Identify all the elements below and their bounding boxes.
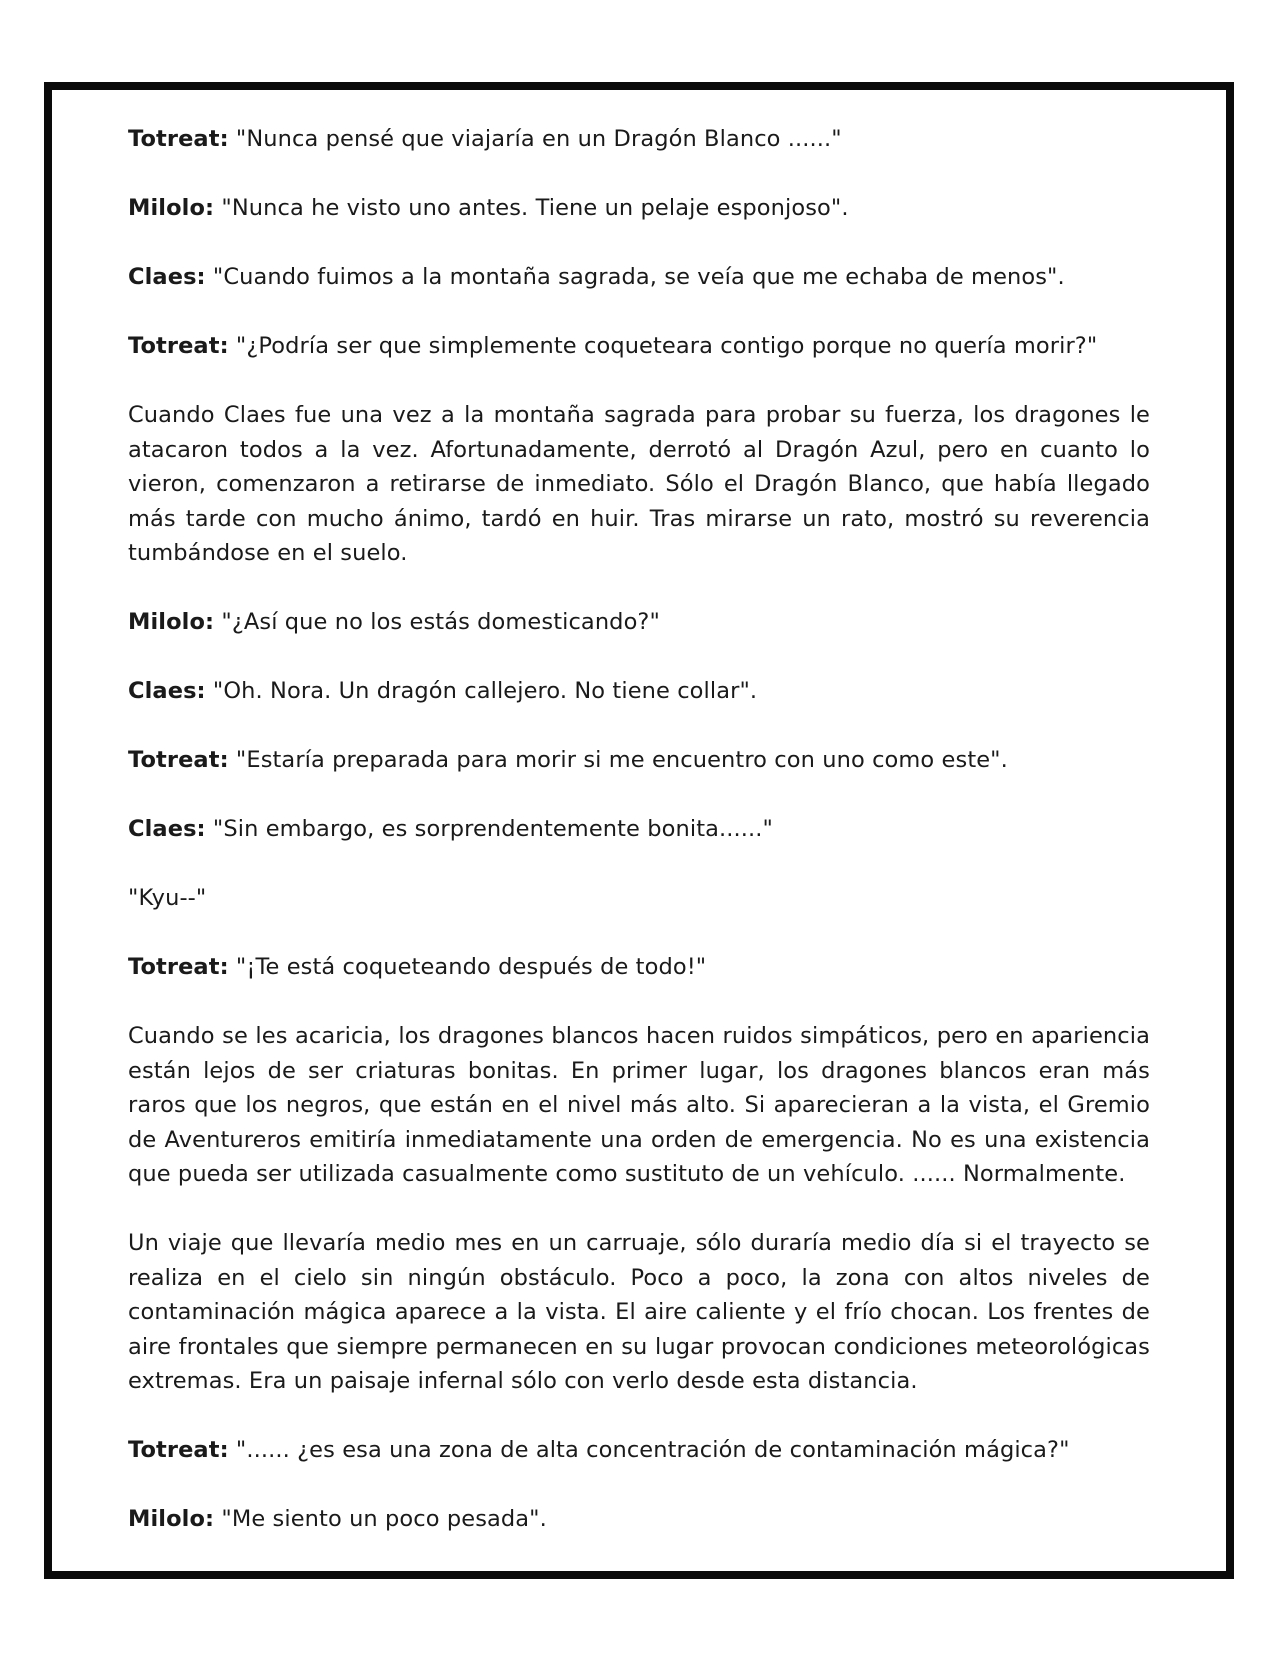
paragraph-text: "Oh. Nora. Un dragón callejero. No tiene collar".: [205, 678, 758, 704]
narration-paragraph: [128, 1226, 1150, 1399]
dialogue-line: [128, 191, 1150, 226]
dialogue-line: [128, 881, 1150, 916]
speaker-name: Milolo:: [128, 195, 215, 221]
paragraph-text: "Estaría preparada para morir si me encuentro con uno como este".: [228, 747, 1008, 773]
speaker-name: Totreat:: [128, 333, 229, 359]
paragraph-text: "Cuando fuimos a la montaña sagrada, se veía que me echaba de menos".: [205, 264, 1065, 290]
dialogue-line: [128, 812, 1150, 847]
dialogue-line: [128, 743, 1150, 778]
speaker-name: Claes:: [128, 678, 206, 704]
dialogue-line: [128, 950, 1150, 985]
dialogue-line: [128, 260, 1150, 295]
dialogue-line: [128, 674, 1150, 709]
dialogue-line: [128, 122, 1150, 157]
paragraph-text: "...... ¿es esa una zona de alta concentración de contaminación mágica?": [228, 1437, 1070, 1463]
narration-paragraph: [128, 1019, 1150, 1192]
paragraph-text: "Nunca pensé que viajaría en un Dragón Blanco ......": [228, 126, 842, 152]
speaker-name: Milolo:: [128, 1506, 215, 1532]
speaker-name: Claes:: [128, 264, 206, 290]
paragraph-text: "Kyu--": [128, 885, 207, 911]
narration-paragraph: [128, 398, 1150, 571]
paragraph-text: Cuando se les acaricia, los dragones blancos hacen ruidos simpáticos, pero en apariencia están lejos de ser criaturas bonitas. En primer lugar, los dragones blancos eran más raros que los negros, que están en el nivel más alto. Si aparecieran a la vista, el Gremio de Aventureros emitiría inmediatamente una orden de emergencia. No es una existencia que pueda ser utilizada casualmente como sustituto de un vehículo. ...... Normalmente.: [128, 1023, 1150, 1187]
speaker-name: Claes:: [128, 816, 206, 842]
speaker-name: Totreat:: [128, 954, 229, 980]
paragraph-text: Un viaje que llevaría medio mes en un carruaje, sólo duraría medio día si el trayecto se realiza en el cielo sin ningún obstáculo. Poco a poco, la zona con altos niveles de contaminación mágica aparece a la vista. El aire caliente y el frío chocan. Los frentes de aire frontales que siempre permanecen en su lugar provocan condiciones meteorológicas extremas. Era un paisaje infernal sólo con verlo desde esta distancia.: [128, 1230, 1150, 1394]
dialogue-line: [128, 605, 1150, 640]
paragraph-text: "¿Podría ser que simplemente coqueteara contigo porque no quería morir?": [228, 333, 1098, 359]
paragraph-text: "Nunca he visto uno antes. Tiene un pelaje esponjoso".: [214, 195, 849, 221]
speaker-name: Totreat:: [128, 1437, 229, 1463]
speaker-name: Totreat:: [128, 126, 229, 152]
speaker-name: Totreat:: [128, 747, 229, 773]
paragraph-text: Cuando Claes fue una vez a la montaña sagrada para probar su fuerza, los dragones le atacaron todos a la vez. Afortunadamente, derrotó al Dragón Azul, pero en cuanto lo vieron, comenzaron a retirarse de inmediato. Sólo el Dragón Blanco, que había llegado más tarde con mucho ánimo, tardó en huir. Tras mirarse un rato, mostró su reverencia tumbándose en el suelo.: [128, 402, 1150, 566]
dialogue-line: [128, 1433, 1150, 1468]
paragraph-text: "Me siento un poco pesada".: [214, 1506, 547, 1532]
speaker-name: Milolo:: [128, 609, 215, 635]
paragraph-text: "Sin embargo, es sorprendentemente bonita......": [205, 816, 773, 842]
dialogue-line: [128, 329, 1150, 364]
document-body: [128, 122, 1150, 1571]
dialogue-line: [128, 1502, 1150, 1537]
paragraph-text: "¡Te está coqueteando después de todo!": [228, 954, 707, 980]
paragraph-text: "¿Así que no los estás domesticando?": [214, 609, 660, 635]
